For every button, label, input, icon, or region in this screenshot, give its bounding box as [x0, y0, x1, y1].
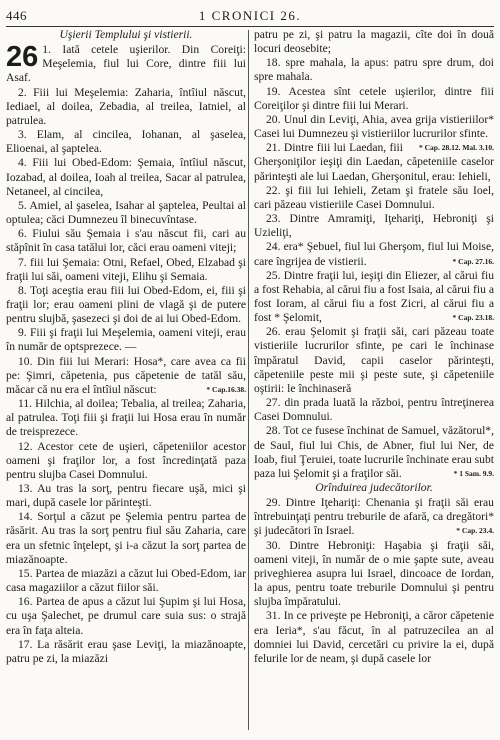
- verse: 7. fiii lui Şemaia: Otni, Refael, Obed, Elzabad şi fraţii lui săi, oameni viteji, Elihu şi Semaia.: [6, 255, 246, 283]
- verse: 11. Hilchia, al doilea; Tebalia, al treilea; Zaharia, al patrulea. Toţi fiii şi fraţii lui Hosa erau în număr de treisprezece.: [6, 397, 246, 439]
- verse-continuation: patru pe zi, şi patru la magazii, cîte doi în două locuri deosebite;: [254, 28, 494, 56]
- cross-reference: * Cap. 27.16.: [452, 256, 494, 266]
- verse: 4. Fiii lui Obed-Edom: Şemaia, întîiul născut, Iozabad, al doilea, Ioah al treilea, Sacar al patrulea, Netaneel, al cincilea,: [6, 156, 246, 198]
- cross-reference: * Cap. 23.18.: [452, 313, 494, 323]
- running-title: 1 CRONICI 26.: [198, 8, 302, 23]
- verse-1: 26 1. Iată cetele uşierilor. Din Coreiţi: Meşelemia, fiul lui Core, dintre fiii lui Asaf.: [6, 41, 246, 85]
- chapter-number: 26: [6, 41, 39, 74]
- header-divider: [6, 26, 494, 27]
- verse: 21. Dintre fiii lui Laedan, fiii Gherşoniţilor ieşiţi din Laedan, căpeteniile caselor părinteşti ale lui Laedan, Gherşonitul, erau: Iehieli,: [254, 141, 494, 183]
- verse: 19. Acestea sînt cetele uşierilor, dintre fiii Coreiţilor şi dintre fiii lui Merari.: [254, 84, 494, 112]
- verse: 15. Partea de miazăzi a căzut lui Obed-Edom, iar casa magaziilor a căzut fiilor săi.: [6, 566, 246, 595]
- verse: 28. Tot ce fusese închinat de Samuel, văzătorul*, de Saul, fiul lui Chis, de Abner, fiul lui Ner, de Ioab, fiul Ţeruiei, toate lucrurile închinate erau subt paza lui Şelomit şi a fraţilor săi. * 1 Sam. 9.9.: [254, 424, 494, 480]
- verse: 5. Amiel, al şaselea, Isahar al şaptelea, Peultai al optulea; căci Dumnezeu îl binecuvîntase.: [6, 198, 246, 227]
- verse: 18. spre mahala, la apus: patru spre drum, doi spre mahala.: [254, 56, 494, 84]
- cross-reference: * Cap.16.38.: [206, 384, 246, 394]
- verse: 27. din prada luată la război, pentru întreţinerea Casei Domnului.: [254, 396, 494, 424]
- verse: 6. Fiului său Şemaia i s'au născut fii, cari au stăpînit în casa tatălui lor, căci erau oameni viteji;: [6, 227, 246, 255]
- verse: 13. Au tras la sorţ, pentru fiecare uşă, mici şi mari, după casele lor părinteşti.: [6, 482, 246, 510]
- page-number: 446: [6, 8, 27, 23]
- verse: 8. Toţi aceştia erau fiii lui Obed-Edom, ei, fiii şi fraţii lor; erau oameni plini de vlagă şi de putere pentru slujbă, şasezeci şi doi de ai lui Obed-Edom.: [6, 283, 246, 326]
- verse: 14. Sorţul a căzut pe Şelemia pentru partea de răsărit. Au tras la sorţ pentru fiul său Zaharia, care era un sfetnic înţelept, şi i-a căzut la sorţ partea de miazănoapte.: [6, 510, 246, 566]
- verse: 20. Unul din Leviţi, Ahia, avea grija vistieriilor* Casei lui Dumnezeu şi vistieriilor lucrurilor sfinte. * Cap. 28.12. Mal. 3.10.: [254, 113, 494, 141]
- verse: 10. Din fiii lui Merari: Hosa*, care avea ca fii pe: Şimri, căpetenia, pus căpetenie de tatăl său, măcar că nu era el întîiul născut: * Cap.16.38.: [6, 354, 246, 396]
- verse: 31. In ce priveşte pe Hebroniţi, a căror căpetenie era Ieria*, s'au făcut, în al patruzecilea an al domniei lui David, cercetări cu privire la ei, după felurile lor de neam, şi după casele lor: [254, 609, 494, 665]
- right-column: [254, 28, 494, 734]
- cross-reference: * Cap. 23.4.: [456, 526, 494, 536]
- cross-reference: * Cap. 28.12. Mal. 3.10.: [419, 143, 494, 153]
- section-title: Orînduirea judecătorilor.: [315, 481, 433, 494]
- verse: 26. erau Şelomit şi fraţii săi, cari păzeau toate vistieriile lucrurilor sfinte, pe cari le închinase împăratul David, capii caselor părinteşti, căpeteniile peste mii şi peste sute, şi căpeteniile oştirii: le închinaseră: [254, 325, 494, 395]
- verse: 24. era* Şebuel, fiul lui Gherşom, fiul lui Moise, care îngrijea de vistierii. * Cap. 27.16.: [254, 240, 494, 268]
- verse: 3. Elam, al cincilea, Iohanan, al şaselea, Elioenai, al şaptelea.: [6, 128, 246, 156]
- column-divider: [248, 30, 249, 730]
- verse: 25. Dintre fraţii lui, ieşiţi din Eliezer, al cărui fiu a fost Rehabia, al cărui fiu a fost Isaia, al cărui fiu a fost Ioram, al cărui fiu a fost Zicri, al cărui fiu a fost * Şelomit, * Cap. 23.18.: [254, 268, 494, 325]
- left-column: [6, 28, 246, 734]
- verse: 29. Dintre Iţehariţi: Chenania şi fraţii săi erau întrebuinţaţi pentru treburile de afară, ca dregători* şi judecători în Israel. * Cap. 23.4.: [254, 496, 494, 538]
- verse: 30. Dintre Hebroniţi: Haşabia şi fraţii săi, oameni viteji, în număr de o mie şapte sute, aveau priveghierea asupra lui Israel, dincoace de Iordan, la apus, pentru toate treburile Domnului şi pentru slujba împăratului.: [254, 538, 494, 609]
- verse: 23. Dintre Amramiţi, Iţehariţi, Hebroniţi şi Uzieliţi,: [254, 212, 494, 240]
- verse: 9. Fiii şi fraţii lui Meşelemia, oameni viteji, erau în număr de optsprezece. —: [6, 326, 246, 354]
- verse: 12. Acestor cete de uşieri, căpeteniilor acestor oameni şi fraţilor lor, a fost încredinţată paza pentru slujba Casei Domnului.: [6, 439, 246, 481]
- section-title: Uşierii Templului şi vistierii.: [59, 28, 193, 41]
- verse: 17. La răsărit erau şase Leviţi, la miazănoapte, patru pe zi, la miazăzi: [6, 637, 246, 665]
- cross-reference: * 1 Sam. 9.9.: [453, 468, 494, 478]
- verse: 16. Partea de apus a căzut lui Şupim şi lui Hosa, cu uşa Şalechet, pe drumul care suia sus: o strajă era în faţa alteia.: [6, 595, 246, 637]
- verse: 2. Fiii lui Meşelemia: Zaharia, întîiul născut, Iediael, al doilea, Zebadia, al treilea, Iatniel, al patrulea.: [6, 85, 246, 127]
- page-header: [6, 8, 494, 26]
- verse: 22. şi fiii lui Iehieli, Zetam şi fratele său Ioel, cari păzeau vistieriile Casei Domnului.: [254, 183, 494, 211]
